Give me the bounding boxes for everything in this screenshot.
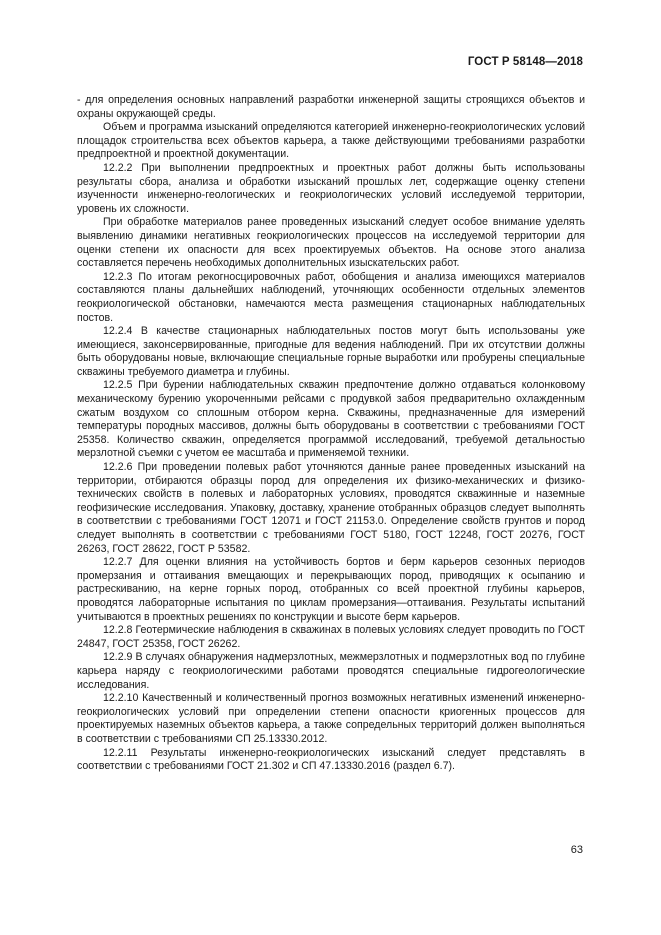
paragraph-12-2-11: 12.2.11 Результаты инженерно-геокриологических изысканий следует представлять в соответствии с требованиями ГОСТ 21.302 и СП 47.13330.2016 (раздел 6.7).	[77, 746, 585, 773]
paragraph-12-2-9: 12.2.9 В случаях обнаружения надмерзлотных, межмерзлотных и подмерзлотных вод по глубине карьера наряду с геокриологическими работами проводятся специальные гидрогеологические исследования.	[77, 651, 585, 691]
paragraph-12-2-7: 12.2.7 Для оценки влияния на устойчивость бортов и берм карьеров сезонных периодов промерзания и оттаивания вмещающих и перекрывающих пород, приводящих к осыпанию и растрескиванию, на керне горных пород, отобранных со всей проектной глубины карьеров, проводятся лабораторные испытания по циклам промерзания—оттаивания. Результаты испытаний учитываются в проектных решениях по конструкции и высоте берм карьеров.	[77, 556, 585, 623]
document-body	[77, 94, 585, 774]
paragraph-12-2-10: 12.2.10 Качественный и количественный прогноз возможных негативных изменений инженерно-геокриологических условий при определении степени опасности криогенных процессов для проектируемых наземных объектов карьера, а также сопредельных территорий должен выполняться в соответствии с требованиями СП 25.13330.2012.	[77, 692, 585, 745]
document-header	[468, 56, 583, 68]
paragraph-12-2-8: 12.2.8 Геотермические наблюдения в скважинах в полевых условиях следует проводить по ГОСТ 24847, ГОСТ 25358, ГОСТ 26262.	[77, 624, 585, 650]
paragraph-12-2-6: 12.2.6 При проведении полевых работ уточняются данные ранее проведенных изысканий на территории, отбираются образцы пород для определения их физико-механических и физико-технических свойств в полевых и лабораторных условиях, проводятся скважинные и наземные геофизические исследования. Упаковку, доставку, хранение отобранных образцов следует выполнять в соответствии с требованиями ГОСТ 12071 и ГОСТ 21153.0. Определение свойств грунтов и пород следует выполнять в соответствии с требованиями ГОСТ 5180, ГОСТ 12248, ГОСТ 20276, ГОСТ 26263, ГОСТ 28622, ГОСТ Р 53582.	[77, 461, 585, 555]
paragraph-12-2-4: 12.2.4 В качестве стационарных наблюдательных постов могут быть использованы уже имеющиеся, законсервированные, пригодные для ведения наблюдений. При их отсутствии должны быть оборудованы новые, включающие специальные горные выработки или пробурены специальные скважины требуемого диаметра и глубины.	[77, 325, 585, 378]
paragraph-intro-bullet: - для определения основных направлений разработки инженерной защиты строящихся объектов и охраны окружающей среды.	[77, 94, 585, 120]
page-number: 63	[570, 844, 583, 856]
paragraph-12-2-2: 12.2.2 При выполнении предпроектных и проектных работ должны быть использованы результаты сбора, анализа и обработки изысканий прошлых лет, содержащие оценку степени изученности инженерно-геологических и геокриологических условий исследуемой территории, уровень их сложности.	[77, 161, 585, 215]
document-id: ГОСТ Р 58148—2018	[467, 56, 583, 68]
paragraph-12-2-5: 12.2.5 При бурении наблюдательных скважин предпочтение должно отдаваться колонковому механическому бурению укороченными рейсами с продувкой забоя предварительно охлажденным сжатым воздухом со сплошным отбором керна. Скважины, предназначенные для измерений температуры породных массивов, должны быть оборудованы в соответствии с требованиями ГОСТ 25358. Количество скважин, определяется программой исследований, требуемой детальностью мерзлотной съемки с учетом ее масштаба и применяемой техники.	[77, 379, 585, 460]
paragraph-scope: Объем и программа изысканий определяются категорией инженерно-геокриологических условий площадок строительства всех объектов карьера, а также действующими требованиями разработки предпроектной и проектной документации.	[77, 121, 585, 161]
paragraph-processing: При обработке материалов ранее проведенных изысканий следует особое внимание уделять выявлению динамики негативных геокриологических процессов на исследуемой территории для оценки степени их опасности для всех проектируемых объектов. На основе этого анализа составляется перечень необходимых дополнительных изыскательских работ.	[77, 216, 585, 270]
paragraph-12-2-3: 12.2.3 По итогам рекогносцировочных работ, обобщения и анализа имеющихся материалов составляются планы дальнейших наблюдений, уточняющих особенности отдельных элементов геокриологической обстановки, намечаются места размещения стационарных наблюдательных постов.	[77, 270, 585, 324]
